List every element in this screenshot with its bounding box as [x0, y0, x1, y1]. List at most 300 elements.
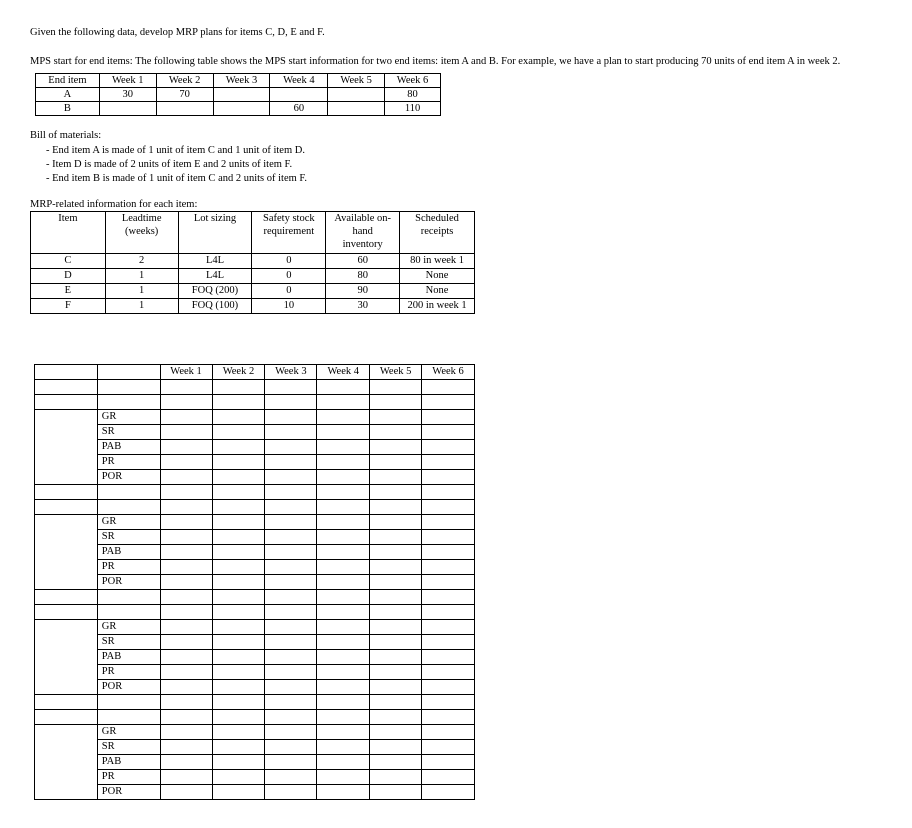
info-cell: 0 [252, 254, 326, 269]
grid-row [35, 530, 475, 545]
info-cell: 30 [326, 299, 400, 314]
info-row [31, 269, 475, 284]
grid-cell [212, 770, 265, 785]
grid-cell [212, 410, 265, 425]
info-cell: F [31, 299, 106, 314]
grid-cell [370, 650, 422, 665]
mps-header-cell: Week 2 [156, 74, 213, 88]
grid-cell [160, 620, 212, 635]
info-header-cell: Leadtime (weeks) [105, 212, 178, 254]
grid-cell [370, 590, 422, 605]
grid-cell [317, 725, 370, 740]
info-cell: L4L [178, 254, 252, 269]
grid-row [35, 545, 475, 560]
grid-row-label: GR [97, 725, 160, 740]
grid-cell [370, 530, 422, 545]
grid-cell [422, 395, 475, 410]
grid-cell [212, 380, 265, 395]
grid-cell [422, 485, 475, 500]
info-cell: 10 [252, 299, 326, 314]
grid-cell [212, 395, 265, 410]
mps-cell: 110 [385, 102, 441, 116]
mps-intro-text: MPS start for end items: The following table shows the MPS start information for two end items: item A and B. For example, we have a plan to start producing 70 units of end item A in week 2. [30, 56, 841, 67]
grid-cell [422, 425, 475, 440]
grid-cell [317, 710, 370, 725]
grid-cell [212, 455, 265, 470]
grid-cell [317, 785, 370, 800]
grid-row-label: GR [97, 410, 160, 425]
grid-cell [370, 485, 422, 500]
info-cell: D [31, 269, 106, 284]
grid-cell [160, 575, 212, 590]
grid-cell [317, 770, 370, 785]
grid-item-name-cell [35, 725, 98, 800]
grid-row-label: PAB [97, 440, 160, 455]
grid-cell [317, 575, 370, 590]
mrp-info-title: MRP-related information for each item: [30, 199, 198, 210]
grid-cell [265, 695, 317, 710]
grid-item-header-cell [35, 365, 98, 380]
grid-cell [422, 500, 475, 515]
grid-cell [317, 500, 370, 515]
grid-cell [422, 560, 475, 575]
grid-cell [212, 725, 265, 740]
grid-cell [212, 485, 265, 500]
grid-cell [422, 410, 475, 425]
grid-row [35, 560, 475, 575]
mps-cell [328, 88, 385, 102]
grid-cell [212, 665, 265, 680]
intro-text: Given the following data, develop MRP plans for items C, D, E and F. [30, 27, 325, 38]
grid-cell [317, 680, 370, 695]
grid-spacer-row [35, 500, 475, 515]
grid-cell [317, 530, 370, 545]
grid-cell [317, 740, 370, 755]
info-cell: 1 [105, 269, 178, 284]
grid-cell [212, 650, 265, 665]
mps-cell: 60 [270, 102, 328, 116]
info-header-cell: Scheduled receipts [400, 212, 475, 254]
grid-row-label: SR [97, 530, 160, 545]
bom-item: - End item B is made of 1 unit of item C and 2 units of item F. [46, 172, 307, 186]
grid-week-header: Week 4 [317, 365, 370, 380]
grid-cell [370, 470, 422, 485]
grid-spacer-row [35, 695, 475, 710]
grid-cell [212, 635, 265, 650]
info-cell: 0 [252, 284, 326, 299]
grid-cell [160, 635, 212, 650]
grid-cell [265, 410, 317, 425]
grid-cell [160, 785, 212, 800]
grid-cell [265, 605, 317, 620]
grid-week-header: Week 1 [160, 365, 212, 380]
grid-row-label: PAB [97, 650, 160, 665]
grid-cell [212, 680, 265, 695]
grid-cell [160, 410, 212, 425]
grid-cell [265, 425, 317, 440]
info-cell: E [31, 284, 106, 299]
grid-cell [422, 680, 475, 695]
grid-cell [265, 650, 317, 665]
grid-cell [422, 530, 475, 545]
grid-row [35, 665, 475, 680]
grid-cell [370, 725, 422, 740]
grid-row-label: PR [97, 770, 160, 785]
grid-cell [370, 740, 422, 755]
grid-cell [160, 695, 212, 710]
mps-table [35, 73, 441, 116]
grid-row [35, 635, 475, 650]
info-cell: L4L [178, 269, 252, 284]
grid-item-name-cell [35, 620, 98, 695]
grid-cell [212, 515, 265, 530]
info-cell: 0 [252, 269, 326, 284]
grid-spacer-row [35, 395, 475, 410]
grid-cell [370, 755, 422, 770]
grid-cell [212, 785, 265, 800]
grid-cell [160, 710, 212, 725]
grid-cell [370, 440, 422, 455]
grid-cell [370, 770, 422, 785]
grid-row-label: PAB [97, 545, 160, 560]
grid-row-label: GR [97, 620, 160, 635]
info-cell: 1 [105, 299, 178, 314]
grid-row-label: PAB [97, 755, 160, 770]
grid-cell [160, 455, 212, 470]
grid-cell [212, 575, 265, 590]
info-cell: FOQ (200) [178, 284, 252, 299]
grid-cell [370, 575, 422, 590]
grid-cell [265, 485, 317, 500]
grid-cell [212, 590, 265, 605]
grid-row-label: POR [97, 785, 160, 800]
mps-header-cell: End item [36, 74, 100, 88]
grid-cell [160, 395, 212, 410]
grid-row-label: PR [97, 665, 160, 680]
grid-cell [422, 590, 475, 605]
grid-cell [422, 635, 475, 650]
grid-spacer-row [35, 485, 475, 500]
grid-cell [160, 770, 212, 785]
grid-cell [160, 500, 212, 515]
grid-cell [160, 605, 212, 620]
grid-cell [160, 665, 212, 680]
grid-cell [160, 545, 212, 560]
grid-cell [97, 695, 160, 710]
grid-cell [160, 680, 212, 695]
grid-cell [265, 545, 317, 560]
grid-cell [35, 605, 98, 620]
grid-cell [265, 470, 317, 485]
grid-cell [212, 470, 265, 485]
info-cell: 80 [326, 269, 400, 284]
grid-spacer-row [35, 605, 475, 620]
grid-week-header: Week 2 [212, 365, 265, 380]
grid-row-label: POR [97, 680, 160, 695]
grid-cell [35, 500, 98, 515]
bom-item: - Item D is made of 2 units of item E and 2 units of item F. [46, 158, 307, 172]
grid-cell [422, 605, 475, 620]
grid-cell [422, 710, 475, 725]
grid-item-name-cell [35, 515, 98, 590]
grid-cell [370, 560, 422, 575]
info-header-cell: Available on- hand inventory [326, 212, 400, 254]
grid-cell [317, 380, 370, 395]
info-cell: 1 [105, 284, 178, 299]
grid-cell [317, 515, 370, 530]
grid-cell [265, 380, 317, 395]
grid-row [35, 515, 475, 530]
grid-cell [265, 395, 317, 410]
info-cell: 200 in week 1 [400, 299, 475, 314]
grid-cell [97, 380, 160, 395]
grid-cell [422, 665, 475, 680]
grid-cell [422, 575, 475, 590]
grid-row [35, 440, 475, 455]
grid-row [35, 680, 475, 695]
info-row [31, 284, 475, 299]
grid-cell [35, 485, 98, 500]
grid-cell [160, 485, 212, 500]
info-cell: C [31, 254, 106, 269]
grid-cell [160, 440, 212, 455]
grid-cell [212, 500, 265, 515]
grid-cell [212, 545, 265, 560]
mps-cell: 30 [99, 88, 156, 102]
grid-cell [97, 485, 160, 500]
info-cell: None [400, 284, 475, 299]
grid-cell [422, 740, 475, 755]
mrp-info-table [30, 211, 475, 314]
grid-cell [97, 710, 160, 725]
grid-cell [160, 755, 212, 770]
grid-cell [370, 620, 422, 635]
grid-item-name-cell [35, 410, 98, 485]
grid-cell [422, 515, 475, 530]
grid-cell [317, 395, 370, 410]
grid-week-header: Week 3 [265, 365, 317, 380]
grid-cell [422, 380, 475, 395]
grid-row [35, 650, 475, 665]
grid-cell [160, 515, 212, 530]
grid-row [35, 755, 475, 770]
grid-row [35, 470, 475, 485]
grid-cell [265, 680, 317, 695]
grid-cell [317, 545, 370, 560]
grid-row-label: POR [97, 575, 160, 590]
grid-cell [265, 665, 317, 680]
grid-cell [212, 530, 265, 545]
grid-cell [97, 395, 160, 410]
grid-cell [317, 755, 370, 770]
grid-cell [212, 425, 265, 440]
grid-cell [212, 440, 265, 455]
grid-cell [97, 500, 160, 515]
grid-cell [370, 665, 422, 680]
mps-row [36, 88, 441, 102]
grid-cell [370, 695, 422, 710]
info-header-cell: Safety stock requirement [252, 212, 326, 254]
mps-cell [270, 88, 328, 102]
grid-cell [265, 515, 317, 530]
grid-cell [265, 710, 317, 725]
info-header-cell: Item [31, 212, 106, 254]
grid-cell [370, 380, 422, 395]
grid-cell [97, 605, 160, 620]
grid-cell [212, 710, 265, 725]
grid-cell [265, 635, 317, 650]
grid-cell [265, 440, 317, 455]
mps-cell: 80 [385, 88, 441, 102]
mps-header-cell: Week 3 [213, 74, 270, 88]
info-cell: None [400, 269, 475, 284]
grid-cell [422, 770, 475, 785]
grid-spacer-row [35, 590, 475, 605]
grid-cell [317, 590, 370, 605]
grid-cell [265, 620, 317, 635]
grid-cell [265, 455, 317, 470]
info-cell: 60 [326, 254, 400, 269]
grid-cell [265, 590, 317, 605]
grid-cell [160, 740, 212, 755]
grid-row [35, 455, 475, 470]
mps-cell [156, 102, 213, 116]
grid-cell [422, 695, 475, 710]
grid-cell [35, 380, 98, 395]
grid-cell [370, 680, 422, 695]
grid-cell [317, 695, 370, 710]
grid-cell [212, 560, 265, 575]
grid-cell [317, 425, 370, 440]
grid-cell [422, 650, 475, 665]
grid-row-label: PR [97, 455, 160, 470]
grid-cell [265, 785, 317, 800]
grid-cell [370, 545, 422, 560]
grid-cell [265, 530, 317, 545]
grid-row [35, 410, 475, 425]
grid-cell [317, 605, 370, 620]
grid-cell [160, 425, 212, 440]
bom-list [46, 144, 307, 186]
grid-row [35, 620, 475, 635]
mps-cell [213, 88, 270, 102]
grid-row-label: PR [97, 560, 160, 575]
grid-label-header-cell [97, 365, 160, 380]
grid-cell [370, 515, 422, 530]
mps-cell: 70 [156, 88, 213, 102]
grid-cell [422, 440, 475, 455]
grid-cell [370, 785, 422, 800]
grid-cell [422, 785, 475, 800]
info-cell: 90 [326, 284, 400, 299]
grid-cell [265, 575, 317, 590]
grid-cell [370, 605, 422, 620]
grid-row [35, 725, 475, 740]
grid-cell [422, 470, 475, 485]
grid-cell [265, 725, 317, 740]
grid-row-label: SR [97, 635, 160, 650]
grid-cell [317, 635, 370, 650]
grid-cell [212, 605, 265, 620]
mps-cell: B [36, 102, 100, 116]
grid-cell [160, 590, 212, 605]
grid-cell [35, 395, 98, 410]
grid-cell [317, 560, 370, 575]
grid-cell [160, 470, 212, 485]
mps-cell [328, 102, 385, 116]
grid-cell [212, 755, 265, 770]
grid-cell [370, 410, 422, 425]
grid-row [35, 425, 475, 440]
grid-cell [160, 650, 212, 665]
grid-cell [370, 455, 422, 470]
grid-cell [317, 650, 370, 665]
grid-cell [160, 530, 212, 545]
grid-week-header: Week 6 [422, 365, 475, 380]
grid-cell [265, 755, 317, 770]
grid-cell [160, 560, 212, 575]
grid-cell [422, 725, 475, 740]
grid-row [35, 740, 475, 755]
grid-cell [265, 500, 317, 515]
bom-item: - End item A is made of 1 unit of item C and 1 unit of item D. [46, 144, 307, 158]
grid-cell [212, 620, 265, 635]
grid-cell [317, 410, 370, 425]
info-row [31, 254, 475, 269]
grid-cell [370, 395, 422, 410]
mps-cell [213, 102, 270, 116]
grid-cell [35, 590, 98, 605]
mps-header-cell: Week 5 [328, 74, 385, 88]
grid-row-label: GR [97, 515, 160, 530]
info-row [31, 299, 475, 314]
grid-spacer-row [35, 380, 475, 395]
grid-cell [160, 725, 212, 740]
grid-cell [370, 710, 422, 725]
grid-cell [422, 755, 475, 770]
grid-row-label: POR [97, 470, 160, 485]
grid-cell [317, 485, 370, 500]
mps-cell: A [36, 88, 100, 102]
grid-cell [317, 440, 370, 455]
grid-cell [317, 620, 370, 635]
grid-cell [317, 665, 370, 680]
grid-cell [370, 500, 422, 515]
grid-cell [212, 740, 265, 755]
grid-cell [160, 380, 212, 395]
grid-row [35, 575, 475, 590]
grid-cell [212, 695, 265, 710]
info-cell: 80 in week 1 [400, 254, 475, 269]
grid-cell [265, 560, 317, 575]
info-cell: 2 [105, 254, 178, 269]
grid-cell [265, 740, 317, 755]
grid-cell [317, 470, 370, 485]
grid-cell [422, 545, 475, 560]
grid-cell [35, 695, 98, 710]
grid-cell [370, 635, 422, 650]
grid-spacer-row [35, 710, 475, 725]
grid-row [35, 785, 475, 800]
grid-cell [35, 710, 98, 725]
mrp-grid-table [34, 364, 475, 800]
grid-row [35, 770, 475, 785]
grid-cell [317, 455, 370, 470]
mps-header-cell: Week 1 [99, 74, 156, 88]
mps-header-cell: Week 4 [270, 74, 328, 88]
mps-header-cell: Week 6 [385, 74, 441, 88]
grid-cell [97, 590, 160, 605]
